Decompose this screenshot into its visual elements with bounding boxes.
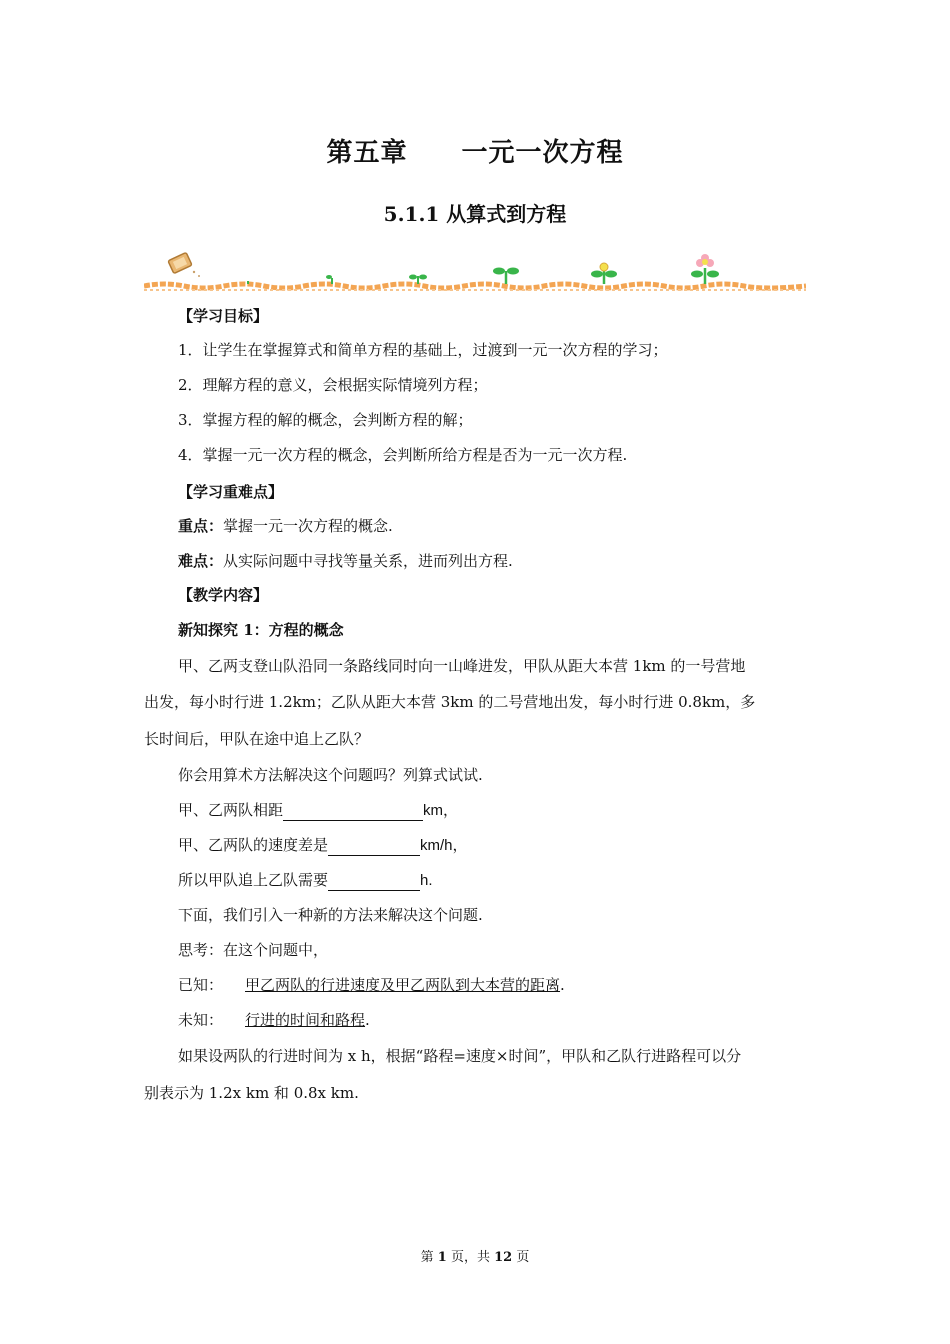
formula-line: 别表示为 1.2x km 和 0.8x km. [144,1084,359,1102]
unknown-line [178,1010,370,1030]
content-subheading: 新知探究 1：方程的概念 [178,621,344,639]
unknown-end: . [365,1011,370,1029]
fill-blank-speed [178,835,468,856]
page-footer [0,1246,950,1265]
fill-prefix: 所以甲队追上乙队需要 [178,871,329,889]
key-points-heading: 【学习重难点】 [178,483,284,501]
fill-prefix: 甲、乙两队相距 [178,801,284,819]
flower-icon [691,254,719,284]
hard-label: 难点： [178,552,224,570]
fill-blank-distance [178,800,458,821]
known-answer: 甲乙两队的行进速度及甲乙两队到大本营的距离 [245,976,561,994]
hard-text: 从实际问题中寻找等量关系，进而列出方程. [223,552,513,570]
hard-point [178,551,513,571]
unknown-answer: 行进的时间和路程 [245,1011,366,1029]
total-pages: 12 [494,1250,513,1265]
footer-prefix: 第 [420,1250,438,1265]
think-text: 思考：在这个问题中， [178,941,329,959]
footer-middle: 页，共 [446,1250,495,1265]
problem-line: 甲、乙两支登山队沿同一条路线同时向一山峰进发，甲队从距大本营 1km 的一号营地 [178,657,746,675]
unknown-label: 未知： [178,1011,224,1029]
blank-field[interactable] [328,839,420,856]
fill-suffix: h. [420,872,433,889]
fill-suffix: km， [423,802,459,819]
blank-field[interactable] [283,804,423,821]
known-end: . [560,976,565,994]
goals-heading: 【学习目标】 [178,307,269,325]
footer-suffix: 页 [512,1250,530,1265]
known-label: 已知： [178,976,224,994]
intro-text: 下面，我们引入一种新的方法来解决这个问题. [178,906,483,924]
problem-line: 长时间后，甲队在途中追上乙队？ [144,730,370,748]
content-heading: 【教学内容】 [178,586,269,604]
book-icon [168,252,200,277]
blank-field[interactable] [328,874,420,891]
goal-item: 3．掌握方程的解的概念，会判断方程的解； [178,411,473,429]
ground-stripe [144,284,806,288]
fill-prefix: 甲、乙两队的速度差是 [178,836,329,854]
problem-line: 出发，每小时行进 1.2km；乙队从距大本营 3km 的二号营地出发，每小时行进 0.8km，多 [144,693,756,711]
goal-item: 2．理解方程的意义，会根据实际情境列方程； [178,376,488,394]
decorative-banner [144,246,806,296]
fill-suffix: km/h， [420,837,468,854]
formula-line: 如果设两队的行进时间为 x h，根据“路程=速度×时间”，甲队和乙队行进路程可以分 [178,1047,742,1065]
key-point [178,516,393,536]
goal-item: 1．让学生在掌握算式和简单方程的基础上，过渡到一元一次方程的学习； [178,341,668,359]
page-number: 1 [437,1250,447,1265]
goal-item: 4．掌握一元一次方程的概念，会判断所给方程是否为一元一次方程. [178,446,628,464]
key-label: 重点： [178,517,224,535]
key-text: 掌握一元一次方程的概念. [223,517,393,535]
chapter-title: 第五章 一元一次方程 [326,138,624,168]
known-line [178,975,565,995]
fill-blank-time [178,870,433,891]
section-title: 5.1.1 从算式到方程 [383,202,567,226]
question-text: 你会用算术方法解决这个问题吗？列算式试试. [178,766,483,784]
flower-bud-icon [591,263,617,284]
sprout-icon [493,268,519,285]
